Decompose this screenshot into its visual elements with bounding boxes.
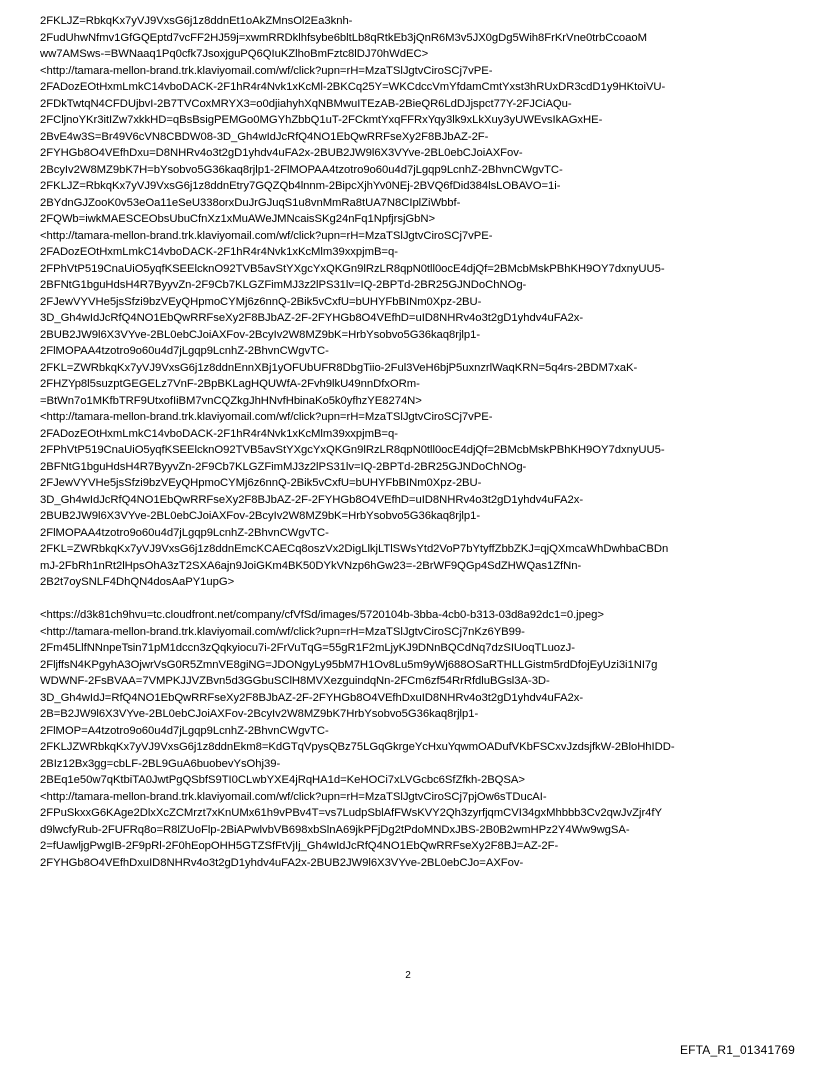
text-line: 3D_Gh4wIdJcRfQ4NO1EbQwRRFseXy2F8BJbAZ-2F-2FYHGb8O4VEfhD=uID8NHRv4o3t2gD1yhdv4uFA2x- (40, 312, 584, 324)
text-line: 2FPhVtP519CnaUiO5yqfKSEElcknO92TVB5avStYXgcYxQKGn9lRzLR8qpN0tll0ocE4djQf=2BMcbMskPBhKH9OY7dxnyUU5- (40, 262, 665, 275)
text-line: 2BFNtG1bguHdsH4R7ByyvZn-2F9Cb7KLGZFimMJ3z2lPS31lv=IQ-2BPTd-2BR25GJNDoChNOg- (40, 279, 527, 291)
text-line: 2FPhVtP519CnaUiO5yqfKSEElcknO92TVB5avStYXgcYxQKGn9lRzLR8qpN0tll0ocE4djQf=2BMcbMskPBhKH9OY7dxnyUU5- (40, 444, 665, 456)
text-line: d9lwcfyRub-2FUFRq8o=R8lZUoFlp-2BiAPwlvbVB698xbSlnA69jkPFjDg2tPdoMNDxJBS-2B0B2wmHPz2Y4Ww9wgSA- (40, 823, 630, 836)
text-line: 3D_Gh4wIdJ=RfQ4NO1EbQwRRFseXy2F8BJbAZ-2F-2FYHGb8O4VEfhDxuID8NHRv4o3t2gD1yhdv4uFA2x- (40, 691, 584, 704)
text-line: 2BYdnGJZooK0v53eOa11eSeU338orxDuJrGJuqS1u8vnMmRa8tUA7N8CIplZiWbbf- (40, 196, 461, 209)
text-line: 2FlMOPAA4tzotro9o60u4d7jLgqp9LcnhZ-2BhvnCWgvTC- (40, 526, 329, 539)
text-line: <https://d3k81ch9hvu=tc.cloudfront.net/company/cfVfSd/images/5720104b-3bba-4cb0-b313-03d8a92dc1=0.jpeg> (40, 609, 604, 621)
text-line: 2FCljnoYKr3itIZw7xkkHD=qBsBsigPEMGo0MGYhZbbQ1uT-2FCkmtYxqFFRxYqy3lk9xLkXuy3yUWEvsIkAGxHE- (40, 114, 603, 126)
text-line: 2BcyIv2W8MZ9bK7H=bYsobvo5G36kaq8rjlp1-2FlMOPAA4tzotro9o60u4d7jLgqp9LcnhZ-2BhvnCWgvTC- (40, 163, 563, 176)
text-line: <http://tamara-mellon-brand.trk.klaviyomail.com/wf/click?upn=rH=MzaTSlJgtvCiroSCj7nKz6YB99- (40, 625, 525, 638)
text-line: 2B=B2JW9l6X3VYve-2BL0ebCJoiAXFov-2BcyIv2W8MZ9bK7HrbYsobvo5G36kaq8rjlp1- (40, 708, 479, 720)
text-line: 2B2t7oySNLF4DhQN4dosAaPY1upG> (40, 576, 235, 588)
text-line: 2FJewVYVHe5jsSfzi9bzVEyQHpmoCYMj6z6nnQ-2Bik5vCxfU=bUHYFbBINm0Xpz-2BU- (40, 295, 482, 308)
text-line: 2FADozEOtHxmLmkC14vboDACK-2F1hR4r4Nvk1xKcMlm39xxpjmB=q- (40, 427, 398, 440)
text-line: 2FljffsN4KPgyhA3OjwrVsG0R5ZmnVE8giNG=JDONgyLy95bM7H1Ov8Lu5m9yWj688OSaRTHLLGistm5rdDfojEyUzi3i1NI7g (40, 658, 658, 671)
text-line: <http://tamara-mellon-brand.trk.klaviyomail.com/wf/click?upn=rH=MzaTSlJgtvCiroSCj7pjOw6sTDucAI- (40, 790, 547, 803)
text-line: 2FDkTwtqN4CFDUjbvI-2B7TVCoxMRYX3=o0djiahyhXqNBMwuITEzAB-2BieQR6LdDJjspct77Y-2FJCiAQu- (40, 97, 572, 110)
text-line: 2FJewVYVHe5jsSfzi9bzVEyQHpmoCYMj6z6nnQ-2Bik5vCxfU=bUHYFbBINm0Xpz-2BU- (40, 477, 482, 489)
text-line: 2FQWb=iwkMAESCEObsUbuCfnXz1xMuAWeJMNcaisSKg24nFq1NpfjrsjGbN> (40, 213, 436, 225)
text-line: 2Fm45LlfNNnpeTsin71pM1dccn3zQqkyiocu7i-2FrVuTqG=55gR1F2mLjyKJ9DNnBQCdNq7dzSIUoqTLuozJ- (40, 642, 575, 654)
text-line: 2FKL=ZWRbkqKx7yVJ9VxsG6j1z8ddnEmcKCAECq8oszVx2DigLlkjLTlSWsYtd2VoP7bYtyffZbbZKJ=qjQXmcaWhDwhbaCBDn (40, 543, 669, 555)
text-line: 2BvE4w3S=Br49V6cVN8CBDW08-3D_Gh4wIdJcRfQ4NO1EbQwRRFseXy2F8BJbAZ-2F- (40, 130, 489, 143)
text-line: 2FKLJZWRbkqKx7yVJ9VxsG6j1z8ddnEkm8=KdGTqVpysQBz75LGqGkrgeYcHxuYqwmOADufVKbFSCxvJzdsjfkW-2BloHhIDD- (40, 741, 675, 753)
text-line: <http://tamara-mellon-brand.trk.klaviyomail.com/wf/click?upn=rH=MzaTSlJgtvCiroSCj7vPE- (40, 411, 493, 423)
text-line: ww7AMSws-=BWNaaq1Pq0cfk7JsoxjguPQ6QIuKZlhoBmFztc8lDJ70hWdEC> (40, 48, 429, 60)
text-line: 2FlMOPAA4tzotro9o60u4d7jLgqp9LcnhZ-2BhvnCWgvTC- (40, 345, 329, 357)
text-line: 2FlMOP=A4tzotro9o60u4d7jLgqp9LcnhZ-2BhvnCWgvTC- (40, 724, 329, 737)
text-line: mJ-2FbRh1nRt2lHpsOhA3zT2SXA6ajn9JoiGKm4BK50DYkVNzp6hGw23=-2BrWF9QGp4SdZHWQas1ZfNn- (40, 559, 582, 572)
bates-number: EFTA_R1_01341769 (679, 1043, 795, 1057)
text-line: 2FYHGb8O4VEfhDxu=D8NHRv4o3t2gD1yhdv4uFA2x-2BUB2JW9l6X3VYve-2BL0ebCJoiAXFov- (40, 147, 523, 159)
text-line: 2FudUhwNfmv1GfGQEptd7vcFF2HJ59j=xwmRRDklhfsybe6bltLb8qRtkEb3jQnR6M3v5JX0gDg5Wih8FrKrVne0trbCcoaoM (40, 31, 647, 44)
text-line: 2BEq1e50w7qKtbiTA0JwtPgQSbfS9TI0CLwbYXE4jRqHA1d=KeHOCi7xLVGcbc6SfZfkh-2BQSA> (40, 774, 525, 786)
blank-line (40, 591, 810, 608)
text-line: =BtWn7o1MKfbTRF9UtxofIiBM7vnCQZkgJhHNvfHbinaKo5k0yfhzYE8274N> (40, 394, 422, 407)
text-line: 2BIz12Bx3gg=cbLF-2BL9GuA6buobevYsOhj39- (40, 757, 281, 770)
text-line: 2FKL=ZWRbkqKx7yVJ9VxsG6j1z8ddnEnnXBj1yOFUbUFR8DbgTiio-2Ful3VeH6bjP5uxnzrlWaqKRN=5q4rs-2BDM7xaK- (40, 361, 638, 374)
page-number: 2 (405, 970, 411, 981)
text-line: 2FKLJZ=RbkqKx7yVJ9VxsG6j1z8ddnEt1oAkZMnsOl2Ea3knh- (40, 15, 353, 27)
text-line: 2=fUawljgPwgIB-2F9pRl-2F0hEopOHH5GTZSfFtVjIj_Gh4wIdJcRfQ4NO1EbQwRRFseXy2F8BJ=AZ-2F- (40, 840, 559, 852)
text-line: <http://tamara-mellon-brand.trk.klaviyomail.com/wf/click?upn=rH=MzaTSlJgtvCiroSCj7vPE- (40, 229, 493, 242)
text-line: 2FHZYp8l5suzptGEGELz7VnF-2BpBKLagHQUWfA-2Fvh9lkU49nnDfxORm- (40, 378, 420, 390)
text-line: 2FADozEOtHxmLmkC14vboDACK-2F1hR4r4Nvk1xKcMlm39xxpjmB=q- (40, 246, 398, 258)
text-line: 3D_Gh4wIdJcRfQ4NO1EbQwRRFseXy2F8BJbAZ-2F-2FYHGb8O4VEfhD=uID8NHRv4o3t2gD1yhdv4uFA2x- (40, 493, 584, 506)
text-line: 2BUB2JW9l6X3VYve-2BL0ebCJoiAXFov-2BcyIv2W8MZ9bK=HrbYsobvo5G36kaq8rjlp1- (40, 510, 481, 522)
text-line: <http://tamara-mellon-brand.trk.klaviyomail.com/wf/click?upn=rH=MzaTSlJgtvCiroSCj7vPE- (40, 64, 493, 77)
text-line: 2FADozEOtHxmLmkC14vboDACK-2F1hR4r4Nvk1xKcMl-2BKCq25Y=WKCdccVmYfdamCmtYxst3hRUxDR3cdD1y9HKtoiVU- (40, 81, 666, 93)
text-line: 2FPuSkxxG6KAge2DlxXcZCMrzt7xKnUMx61h9vPBv4T=vs7LudpSblAfFWsKVY2Qh3zyrfjqmCVI34gxMhbbb3Cv2qwJvZjr4fY (40, 807, 662, 819)
text-line: 2FKLJZ=RbkqKx7yVJ9VxsG6j1z8ddnEtry7GQZQb4lnnm-2BipcXjhYv0NEj-2BVQ6fDid384lsLOBAVO=1i- (40, 180, 561, 192)
document-body (40, 13, 810, 871)
text-line: 2BFNtG1bguHdsH4R7ByyvZn-2F9Cb7KLGZFimMJ3z2lPS31lv=IQ-2BPTd-2BR25GJNDoChNOg- (40, 460, 527, 473)
text-line: 2BUB2JW9l6X3VYve-2BL0ebCJoiAXFov-2BcyIv2W8MZ9bK=HrbYsobvo5G36kaq8rjlp1- (40, 328, 481, 341)
text-line: WDWNF-2FsBVAA=7VMPKJJVZBvn5d3GGbuSClH8MVXezguindqNn-2FCm6zf54RrRfdluBGsl3A-3D- (40, 675, 550, 687)
text-line: 2FYHGb8O4VEfhDxuID8NHRv4o3t2gD1yhdv4uFA2x-2BUB2JW9l6X3VYve-2BL0ebCJo=AXFov- (40, 856, 524, 869)
